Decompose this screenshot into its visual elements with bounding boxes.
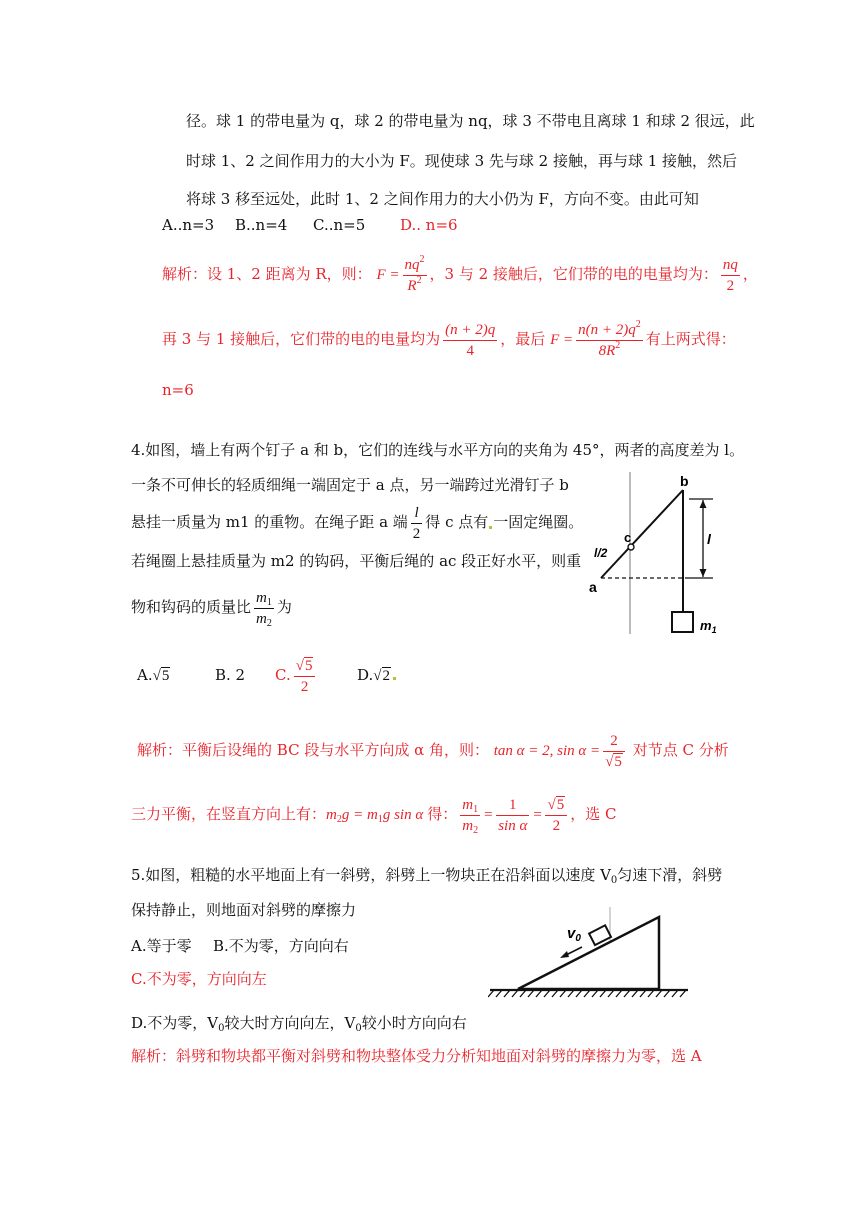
q5-analysis: 解析：斜劈和物块都平衡对斜劈和物块整体受力分析知地面对斜劈的摩擦力为零，选 A (131, 1047, 702, 1065)
q4-line3: 悬挂一质量为 m1 的重物。在绳子距 a 端 $\frac{l}{2}$ 得 c 点有 一固定绳圈。 (131, 504, 584, 542)
q4-options (137, 655, 396, 696)
q4-fraction-mass-ratio: $\frac{m_1}{m_2}$ (256, 589, 272, 629)
q4-fraction-half-l: $\frac{l}{2}$ (412, 504, 421, 542)
q5-wedge (518, 917, 659, 989)
q4-marker-dot (489, 526, 492, 529)
q3-formula-final-force: F = $\frac{n(n + 2)q^2}{8R^2}$ (550, 319, 641, 360)
q4-line1: 4.如图，墙上有两个钉子 a 和 b，它们的连线与水平方向的夹角为 45°，两者的高度差为 l。 (131, 441, 745, 459)
q4-label-b: b (680, 473, 689, 489)
q3-analysis-result: n=6 (162, 381, 194, 399)
q4-line5: 物和钩码的质量比 $\frac{m_1}{m_2}$ 为 (131, 589, 292, 629)
q4-dim-arrowhead-down (700, 569, 707, 577)
q4-rope-ab (601, 490, 683, 578)
q4-line2: 一条不可伸长的轻质细绳一端固定于 a 点，另一端跨过光滑钉子 b (131, 476, 569, 494)
q4-line4: 若绳圈上悬挂质量为 m2 的钩码，平衡后绳的 ac 段正好水平，则重 (131, 552, 582, 570)
q3-option-c: C..n=5 (313, 216, 366, 234)
q4-analysis-line2: 三力平衡，在竖直方向上有：$m_2g = m_1g$ sin α 得： $\frac{m_1}{m_2}$ = $\frac{1}{\text{sin α}}$ = $\frac{√5}{2}$ ，选 C (131, 797, 617, 837)
q3-option-d: D.. n=6 (400, 216, 458, 234)
q4-analysis-line1: 解析：平衡后设绳的 BC 段与水平方向成 α 角，则： tan α = 2, sin α = $\frac{2}{√5}$ 对节点 C 分析 (137, 733, 729, 771)
q3-line3: 将球 3 移至远处，此时 1、2 之间作用力的大小仍为 F，方向不变。由此可知 (186, 190, 699, 208)
q3-formula-charge-half: $\frac{nq}{2}$ (722, 256, 738, 294)
q5-velocity-arrowhead (560, 951, 569, 958)
q4-option-a: A.√5 (137, 666, 170, 684)
q4-formula-tan-sin: tan α = 2, sin α = $\frac{2}{√5}$ (494, 743, 628, 759)
q5-option-d: D.不为零，$V_0$较大时方向向左，$V_0$较小时方向向右 (131, 1014, 467, 1034)
q3-formula-charge-quarter: $\frac{(n + 2)q}{4}$ (445, 321, 496, 359)
q5-label-v0: $v_0$ (567, 925, 581, 944)
q3-option-b: B..n=4 (235, 216, 288, 234)
q5-figure-wedge-diagram (488, 905, 693, 1000)
q3-analysis-line2: 再 3 与 1 接触后，它们带的电的电量均为 $\frac{(n + 2)q}{4}$ ，最后 F = $\frac{n(n + 2)q^2}{8R^2}$ 有上两式得： (162, 319, 736, 360)
q4-formula-ratio-result: $\frac{m_1}{m_2}$ = $\frac{1}{\text{sin α}}$ = $\frac{√5}{2}$ (457, 807, 570, 823)
q4-option-b: B. 2 (215, 666, 246, 684)
q5-line2: 保持静止，则地面对斜劈的摩擦力 (131, 901, 357, 919)
q4-weight-box (672, 612, 693, 632)
q4-figure-rope-diagram (585, 470, 735, 640)
q4-formula-balance: $m_2g = m_1g$ sin α (326, 807, 424, 825)
q3-options (162, 215, 458, 235)
q5-options-ab (131, 936, 349, 956)
q4-label-half-l: l/2 (594, 546, 608, 560)
q4-label-a: a (589, 579, 597, 595)
q4-dim-arrowhead-up (700, 500, 707, 508)
q4-option-d-dot (393, 677, 396, 680)
q3-option-a: A..n=3 (162, 216, 215, 234)
q3-line1: 径。球 1 的带电量为 q，球 2 的带电量为 nq，球 3 不带电且离球 1 和球 2 很远，此 (186, 112, 755, 130)
q5-line1: 5.如图，粗糙的水平地面上有一斜劈，斜劈上一物块正在沿斜面以速度 $V_0$匀速下滑，斜劈 (131, 866, 723, 886)
q4-option-c: C. $\frac{√5}{2}$ (275, 655, 357, 696)
q4-option-d: D.√2 (357, 655, 396, 696)
q4-label-l: l (707, 531, 711, 547)
q3-formula-force: F = $\frac{nq^2}{R^2}$ (376, 254, 425, 295)
q4-label-c: c (624, 530, 632, 545)
q5-option-b: B.不为零，方向向右 (213, 937, 349, 955)
q4-label-m1: $m_1$ (700, 618, 717, 635)
q3-line2: 时球 1、2 之间作用力的大小为 F。现使球 3 先与球 2 接触，再与球 1 接触，然后 (186, 152, 738, 170)
q3-analysis-line1: 解析：设 1、2 距离为 R，则： F = $\frac{nq^2}{R^2}$ ，3 与 2 接触后，它们带的电的电量均为： $\frac{nq}{2}$ ， (162, 254, 758, 295)
q5-option-c: C.不为零，方向向左 (131, 970, 267, 988)
q5-option-a: A.等于零 (131, 937, 192, 955)
